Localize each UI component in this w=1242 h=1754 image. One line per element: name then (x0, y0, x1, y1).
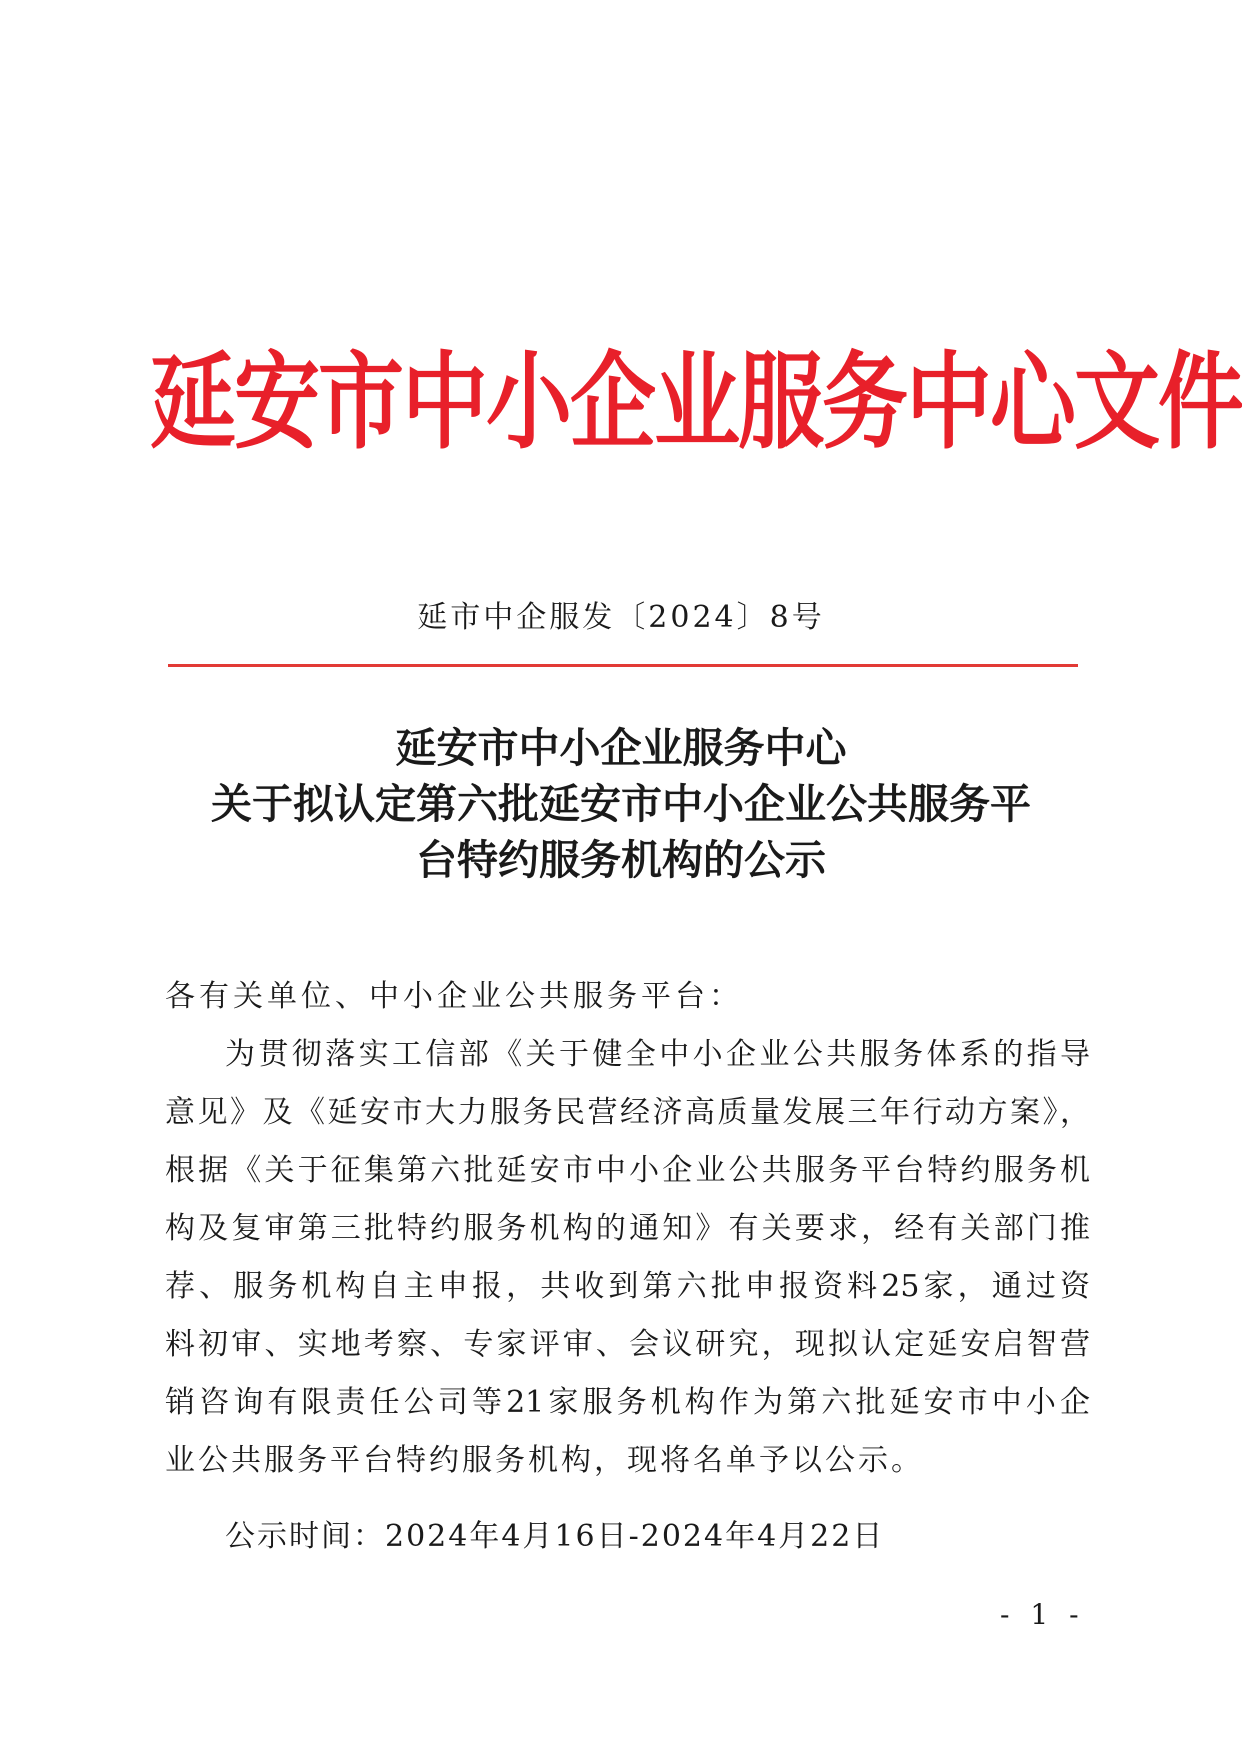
title-line-1: 延安市中小企业服务中心 (395, 724, 847, 772)
body-line: 构及复审第三批特约服务机构的通知》有关要求，经有关部门推 (165, 1211, 1090, 1246)
body-line: 业公共服务平台特约服务机构，现将名单予以公示。 (165, 1443, 924, 1478)
body-line: 根据《关于征集第六批延安市中小企业公共服务平台特约服务机 (165, 1153, 1090, 1188)
page-number: - 1 - (1000, 1598, 1085, 1631)
header-red-rule (168, 664, 1078, 667)
document-number: 延市中企服发〔2024〕8号 (417, 600, 825, 635)
body-line: 意见》及《延安市大力服务民营经济高质量发展三年行动方案》， (165, 1095, 1090, 1130)
body-line: 荐、服务机构自主申报，共收到第六批申报资料25家，通过资 (165, 1269, 1090, 1304)
body-paragraph (165, 1026, 1090, 1490)
body-line: 料初审、实地考察、专家评审、会议研究，现拟认定延安启智营 (165, 1327, 1090, 1362)
body-line: 为贯彻落实工信部《关于健全中小企业公共服务体系的指导 (225, 1037, 1090, 1072)
masthead-title: 延安市中小企业服务中心文件 (150, 342, 1242, 465)
body-line: 销咨询有限责任公司等21家服务机构作为第六批延安市中小企 (165, 1385, 1090, 1420)
title-line-2: 关于拟认定第六批延安市中小企业公共服务平 (211, 780, 1031, 828)
notice-period: 公示时间：2024年4月16日-2024年4月22日 (225, 1519, 885, 1554)
salutation: 各有关单位、中小企业公共服务平台： (165, 979, 743, 1014)
notice-title (150, 720, 1092, 888)
title-line-3: 台特约服务机构的公示 (416, 836, 826, 884)
